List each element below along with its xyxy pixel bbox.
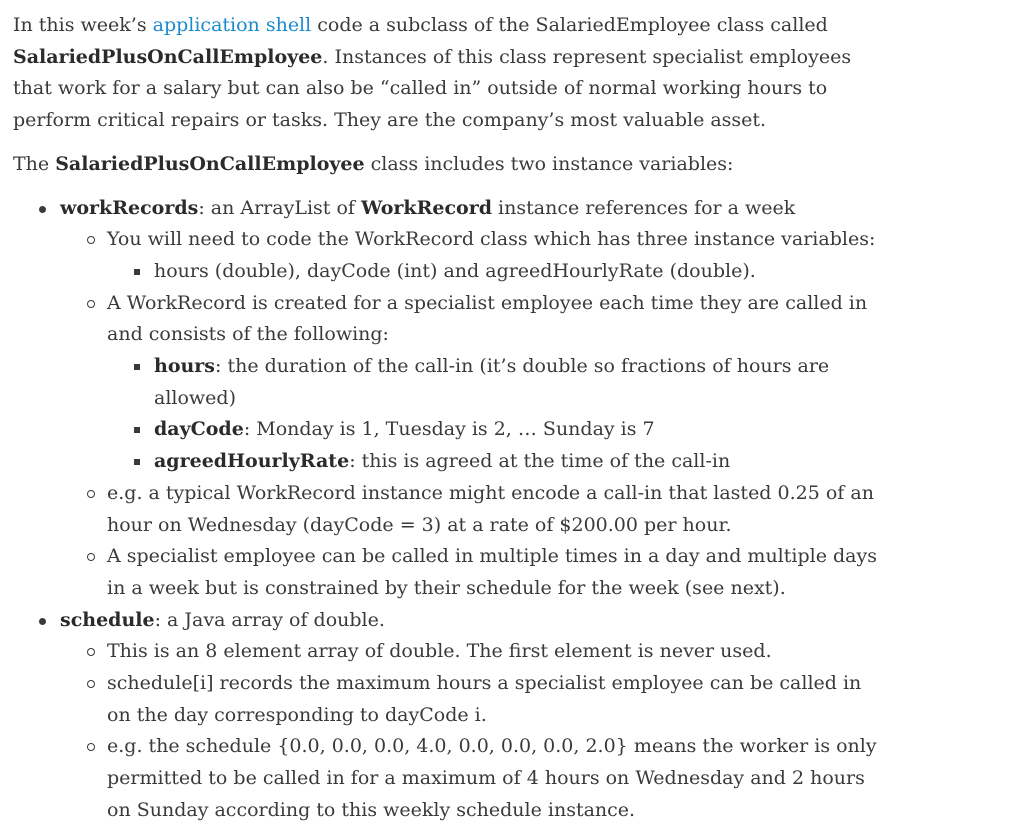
item-text: instance references for a week [492,196,796,219]
item-text: : this is agreed at the time of the call-in [349,450,731,473]
item-text: : an ArrayList of [198,196,361,219]
assignment-content [13,10,883,827]
list-item-schedule [13,605,883,827]
list-item [60,636,883,668]
item-text: : a Java array of double. [154,608,385,631]
item-text: e.g. the schedule {0.0, 0.0, 0.0, 4.0, 0.0, 0.0, 0.0, 2.0} means the worker is only permitted to be called in for a maximum of 4 hours on Wednesday and 2 hours on Sunday according to this weekly schedule instance. [107,735,877,821]
workrecord-fields-summary [107,256,883,288]
item-text: : Monday is 1, Tuesday is 2, … Sunday is 7 [243,418,655,441]
field-daycode [107,414,883,446]
list-item [60,288,883,478]
variable-name: workRecords [60,196,199,219]
field-name: hours [154,355,216,378]
class-name: SalariedPlusOnCallEmployee [13,45,323,68]
intro-text: In this week’s [13,14,153,36]
workrecords-sublist [60,224,883,604]
variable-name: schedule [60,608,155,631]
instance-variable-list [13,193,883,827]
field-name: agreedHourlyRate [154,450,350,473]
field-agreedhourlyrate [107,446,883,478]
item-text: A WorkRecord is created for a specialist employee each time they are called in and consists of the following: [107,291,868,346]
intro-text: . Instances of this class represent specialist employees that work for a salary but can also be “called in” outside of normal working hours to perform critical repairs or tasks. They are the company’s most valuable asset. [13,45,852,132]
field-hours [107,351,883,414]
field-name: dayCode [154,418,244,441]
list-item [60,541,883,604]
item-text: You will need to code the WorkRecord class which has three instance variables: [107,228,876,251]
list-item [60,224,883,287]
class-name: SalariedPlusOnCallEmployee [55,152,365,175]
type-name: WorkRecord [360,196,493,219]
list-item [107,256,883,288]
item-text: hours (double), dayCode (int) and agreedHourlyRate (double). [154,259,756,282]
instance-vars-paragraph [13,149,883,181]
schedule-sublist [60,636,883,826]
item-text: This is an 8 element array of double. The first element is never used. [107,640,772,663]
paragraph-text: The [13,152,56,175]
workrecord-fields-list [107,351,883,478]
intro-paragraph [13,10,883,137]
item-text: schedule[i] records the maximum hours a specialist employee can be called in on the day corresponding to dayCode i. [107,672,862,726]
list-item-workrecords [13,193,883,605]
intro-text: code a subclass of the SalariedEmployee class called [311,14,828,36]
item-text: A specialist employee can be called in multiple times in a day and multiple days in a week but is constrained by their schedule for the week (see next). [107,545,877,599]
application-shell-link[interactable]: application shell [152,14,312,36]
paragraph-text: class includes two instance variables: [364,152,734,175]
list-item [60,668,883,731]
item-text: e.g. a typical WorkRecord instance might encode a call-in that lasted 0.25 of an hour on Wednesday (dayCode = 3) at a rate of $200.00 per hour. [107,481,874,536]
item-text: : the duration of the call-in (it’s double so fractions of hours are allowed) [154,355,830,409]
list-item [60,731,883,826]
list-item [60,478,883,541]
